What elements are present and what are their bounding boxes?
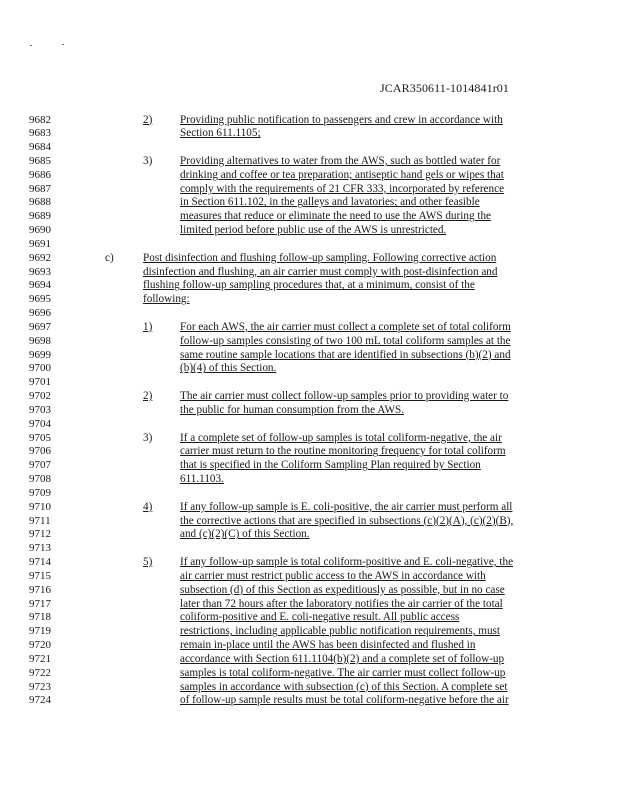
line-number: 9707 (29, 459, 51, 472)
line-number: 9683 (29, 127, 51, 140)
line-number: 9691 (29, 237, 51, 250)
line-number: 9713 (29, 542, 51, 555)
line-text: limited period before public use of the AWS is unrestricted. (180, 224, 447, 237)
line-text: the public for human consumption from the AWS. (180, 403, 405, 416)
line-text: subsection (d) of this Section as expeditiously as possible, but in no case (180, 583, 505, 596)
document-line (0, 183, 618, 197)
line-number: 9708 (29, 473, 51, 486)
line-number: 9715 (29, 569, 51, 582)
document-line (0, 376, 618, 390)
list-marker: 2) (143, 113, 153, 126)
document-line (0, 114, 618, 128)
line-text: of follow-up sample results must be total coliform-negative before the air (180, 694, 509, 707)
line-text: (b)(4) of this Section. (180, 362, 277, 375)
document-line (0, 473, 618, 487)
document-line (0, 335, 618, 349)
list-marker: 4) (143, 500, 153, 513)
line-number: 9687 (29, 182, 51, 195)
document-line (0, 196, 618, 210)
document-line (0, 321, 618, 335)
line-number: 9710 (29, 500, 51, 513)
line-number: 9702 (29, 390, 51, 403)
line-number: 9711 (29, 514, 51, 527)
document-line (0, 694, 618, 708)
line-number: 9688 (29, 196, 51, 209)
line-number: 9689 (29, 210, 51, 223)
document-line (0, 127, 618, 141)
line-number: 9716 (29, 583, 51, 596)
document-line (0, 307, 618, 321)
line-text: that is specified in the Coliform Sampling Plan required by Section (180, 459, 481, 472)
document-line (0, 598, 618, 612)
line-text: If any follow-up sample is E. coli-positive, the air carrier must perform all (180, 500, 513, 513)
line-text: 611.1103. (180, 473, 224, 486)
line-text: in Section 611.102, in the galleys and lavatories; and other feasible (180, 196, 480, 209)
document-line (0, 252, 618, 266)
document-line (0, 515, 618, 529)
line-text: remain in-place until the AWS has been disinfected and flushed in (180, 639, 476, 652)
document-line (0, 418, 618, 432)
line-number: 9699 (29, 348, 51, 361)
line-number: 9696 (29, 307, 51, 320)
line-number: 9724 (29, 694, 51, 707)
line-text: Providing public notification to passengers and crew in accordance with (180, 113, 503, 126)
document-line (0, 653, 618, 667)
line-number: 9697 (29, 320, 51, 333)
document-line (0, 528, 618, 542)
document-line (0, 362, 618, 376)
line-number: 9686 (29, 168, 51, 181)
scan-speck (62, 44, 64, 45)
line-text: samples is total coliform-negative. The air carrier must collect follow-up (180, 666, 506, 679)
line-text: accordance with Section 611.1104(b)(2) and a complete set of follow-up (180, 652, 505, 665)
document-line (0, 570, 618, 584)
list-marker: 2) (143, 390, 153, 403)
line-number: 9695 (29, 293, 51, 306)
line-number: 9709 (29, 486, 51, 499)
line-number: 9700 (29, 362, 51, 375)
line-text: the corrective actions that are specified in subsections (c)(2)(A), (c)(2)(B), (180, 514, 514, 527)
document-line (0, 293, 618, 307)
list-marker: 3) (143, 431, 153, 444)
line-text: comply with the requirements of 21 CFR 333, incorporated by reference (180, 182, 505, 195)
line-number: 9701 (29, 376, 51, 389)
line-number: 9692 (29, 251, 51, 264)
line-number: 9723 (29, 680, 51, 693)
line-text: The air carrier must collect follow-up samples prior to providing water to (180, 390, 509, 403)
line-text: follow-up samples consisting of two 100 mL total coliform samples at the (180, 334, 511, 347)
line-text: Post disinfection and flushing follow-up sampling. Following corrective action (143, 251, 497, 264)
line-text: flushing follow-up sampling procedures that, at a minimum, consist of the (143, 279, 475, 292)
line-text: restrictions, including applicable public notification requirements, must (180, 625, 501, 638)
document-line (0, 210, 618, 224)
line-text: Section 611.1105; (180, 127, 261, 140)
line-number: 9682 (29, 113, 51, 126)
list-marker: 5) (143, 556, 153, 569)
line-number: 9685 (29, 154, 51, 167)
document-line (0, 224, 618, 238)
document-line (0, 155, 618, 169)
document-line (0, 390, 618, 404)
line-number: 9712 (29, 528, 51, 541)
line-number: 9714 (29, 556, 51, 569)
document-line (0, 404, 618, 418)
list-marker: 3) (143, 154, 153, 167)
line-number: 9717 (29, 597, 51, 610)
document-line (0, 611, 618, 625)
line-text: If any follow-up sample is total coliform-positive and E. coli-negative, the (180, 556, 514, 569)
line-number: 9694 (29, 279, 51, 292)
line-number: 9706 (29, 445, 51, 458)
line-text: Providing alternatives to water from the AWS, such as bottled water for (180, 154, 501, 167)
line-text: carrier must return to the routine monitoring frequency for total coliform (180, 445, 506, 458)
document-line (0, 141, 618, 155)
document-line (0, 487, 618, 501)
document-line (0, 238, 618, 252)
line-number: 9720 (29, 639, 51, 652)
line-text: If a complete set of follow-up samples is total coliform-negative, the air (180, 431, 502, 444)
line-text: and (c)(2)(C) of this Section. (180, 528, 310, 541)
list-marker: 1) (143, 320, 153, 333)
line-text: measures that reduce or eliminate the need to use the AWS during the (180, 210, 492, 223)
line-number: 9693 (29, 265, 51, 278)
scan-speck (30, 45, 32, 46)
line-text: later than 72 hours after the laboratory notifies the air carrier of the total (180, 597, 503, 610)
line-text: samples in accordance with subsection (c) of this Section. A complete set (180, 680, 508, 693)
document-line (0, 556, 618, 570)
line-number: 9684 (29, 141, 51, 154)
document-line (0, 459, 618, 473)
document-line (0, 639, 618, 653)
line-text: coliform-positive and E. coli-negative result. All public access (180, 611, 460, 624)
line-number: 9722 (29, 666, 51, 679)
document-line (0, 625, 618, 639)
document-line (0, 681, 618, 695)
line-number: 9703 (29, 403, 51, 416)
document-line (0, 349, 618, 363)
document-line (0, 445, 618, 459)
line-number: 9719 (29, 625, 51, 638)
line-text: following: (143, 293, 190, 306)
line-number: 9705 (29, 431, 51, 444)
list-marker: c) (105, 251, 114, 264)
document-id-header: JCAR350611-1014841r01 (380, 81, 509, 95)
document-line (0, 266, 618, 280)
line-number: 9698 (29, 334, 51, 347)
document-line (0, 667, 618, 681)
document-line (0, 542, 618, 556)
line-number: 9704 (29, 417, 51, 430)
line-text: disinfection and flushing, an air carrier must comply with post-disinfection and (143, 265, 498, 278)
document-line (0, 584, 618, 598)
line-number: 9718 (29, 611, 51, 624)
line-number: 9690 (29, 224, 51, 237)
document-line (0, 169, 618, 183)
line-number: 9721 (29, 652, 51, 665)
document-line (0, 432, 618, 446)
document-line (0, 279, 618, 293)
document-line (0, 501, 618, 515)
line-text: For each AWS, the air carrier must collect a complete set of total coliform (180, 320, 511, 333)
line-text: same routine sample locations that are identified in subsections (b)(2) and (180, 348, 511, 361)
line-text: drinking and coffee or tea preparation; antiseptic hand gels or wipes that (180, 168, 504, 181)
line-text: air carrier must restrict public access to the AWS in accordance with (180, 569, 486, 582)
